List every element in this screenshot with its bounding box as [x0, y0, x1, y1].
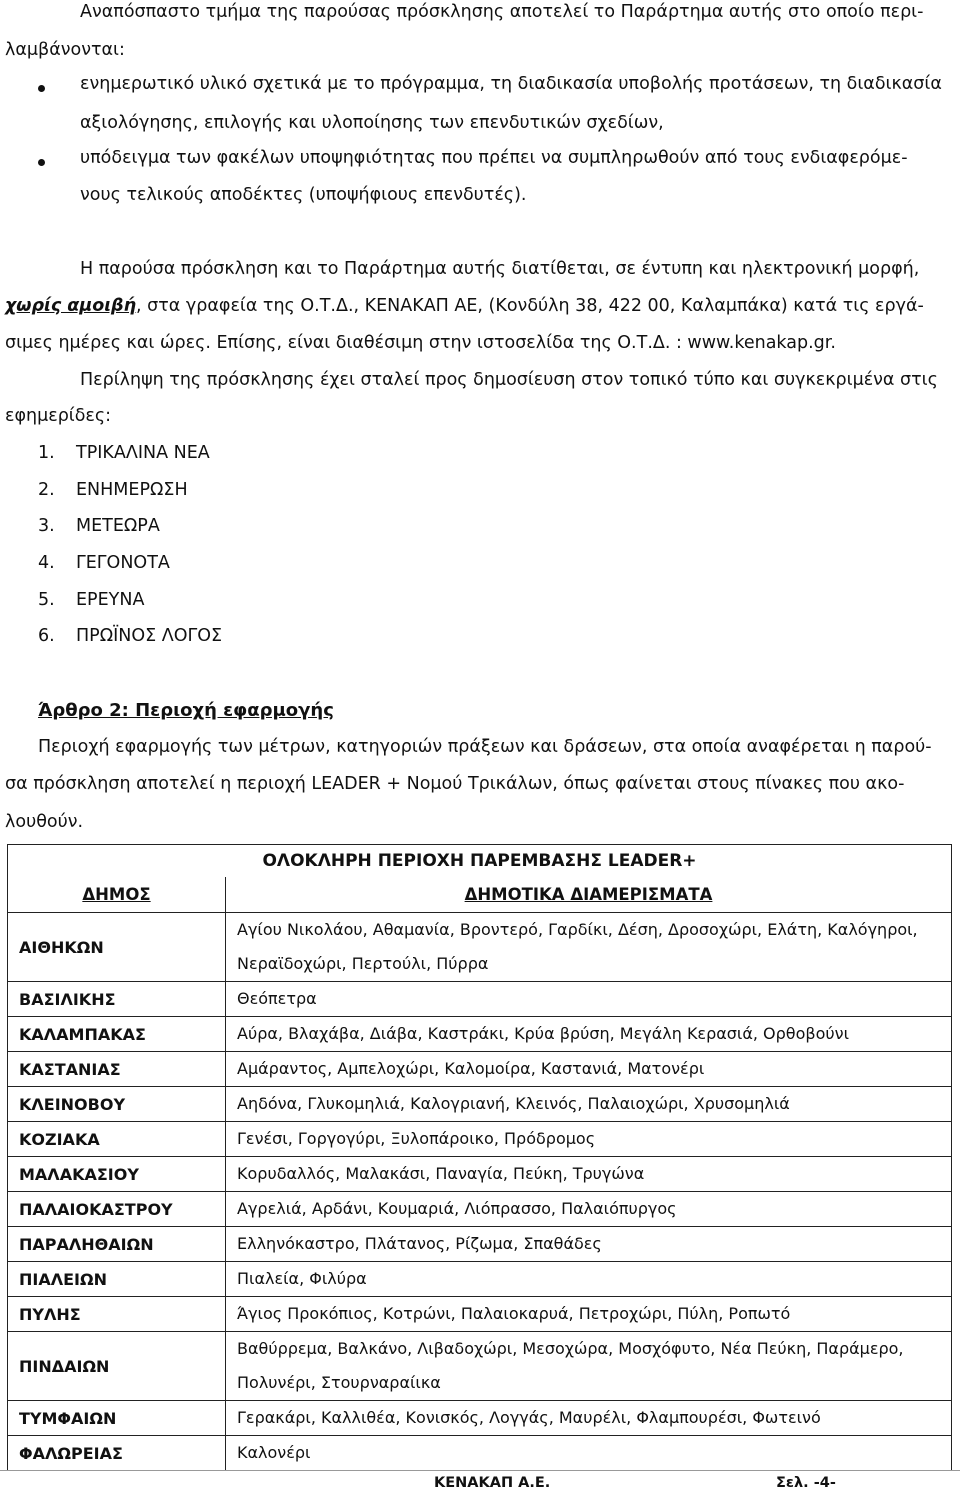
municipality-cell: ΚΟΖΙΑΚΑ: [8, 1122, 226, 1157]
districts-cell: Καλονέρι: [226, 1436, 952, 1471]
municipality-cell: ΚΑΣΤΑΝΙΑΣ: [8, 1052, 226, 1087]
districts-cell: Γερακάρι, Καλλιθέα, Κονισκός, Λογγάς, Μαυρέλι, Φλαμπουρέσι, Φωτεινό: [226, 1401, 952, 1436]
no-fee-emphasis: χωρίς αμοιβή: [5, 296, 137, 316]
table-row: [8, 1227, 952, 1262]
municipality-cell: ΠΑΡΑΛΗΘΑΙΩΝ: [8, 1227, 226, 1262]
table-row: [8, 1157, 952, 1192]
availability-line-3: σιμες ημέρες και ώρες. Επίσης, είναι διαθέσιμη στην ιστοσελίδα της Ο.Τ.Δ. : www.kenakap.gr.: [5, 333, 836, 353]
table-row: [8, 1122, 952, 1157]
districts-cell: Γενέσι, Γοργογύρι, Ξυλοπάροικο, Πρόδρομος: [226, 1122, 952, 1157]
table-row: [8, 982, 952, 1017]
newspaper-item: 1. ΤΡΙΚΑΛΙΝΑ ΝΕΑ: [38, 443, 210, 463]
newspaper-item: 4. ΓΕΓΟΝΟΤΑ: [38, 553, 170, 573]
table-row: [8, 1052, 952, 1087]
intro-line-1: Αναπόσπαστο τμήμα της παρούσας πρόσκλησης αποτελεί το Παράρτημα αυτής στο οποίο περι-: [80, 2, 924, 22]
table-row: [8, 1332, 952, 1401]
table-row: [8, 1436, 952, 1471]
column-header-districts: ΔΗΜΟΤΙΚΑ ΔΙΑΜΕΡΙΣΜΑΤΑ: [226, 877, 952, 913]
municipality-cell: ΠΥΛΗΣ: [8, 1297, 226, 1332]
municipality-cell: ΠΙΑΛΕΙΩΝ: [8, 1262, 226, 1297]
article-heading: Άρθρο 2: Περιοχή εφαρμογής: [38, 700, 334, 721]
footer-company: ΚΕΝΑΚΑΠ Α.Ε.: [434, 1475, 551, 1491]
table-row: [8, 1262, 952, 1297]
availability-line-1: Η παρούσα πρόσκληση και το Παράρτημα αυτής διατίθεται, σε έντυπη και ηλεκτρονική μορφή,: [80, 259, 920, 279]
municipality-cell: ΒΑΣΙΛΙΚΗΣ: [8, 982, 226, 1017]
table-row: [8, 1017, 952, 1052]
municipality-cell: ΜΑΛΑΚΑΣΙΟΥ: [8, 1157, 226, 1192]
intro-line-2: λαμβάνονται:: [5, 40, 125, 60]
municipality-cell: ΑΙΘΗΚΩΝ: [8, 913, 226, 982]
table-row: [8, 913, 952, 982]
table-row: [8, 1087, 952, 1122]
bullet-1-line-1: ενημερωτικό υλικό σχετικά με το πρόγραμμα, τη διαδικασία υποβολής προτάσεων, τη διαδικασία: [80, 74, 942, 94]
newspaper-item: 2. ΕΝΗΜΕΡΩΣΗ: [38, 480, 188, 500]
footer-divider: [0, 1470, 960, 1471]
districts-cell: Αγίου Νικολάου, Αθαμανία, Βροντερό, Γαρδίκι, Δέση, Δροσοχώρι, Ελάτη, Καλόγηροι, Νεραϊδοχώρι, Περτούλι, Πύρρα: [226, 913, 952, 982]
bullet-2-line-1: υπόδειγμα των φακέλων υποψηφιότητας που πρέπει να συμπληρωθούν από τους ενδιαφερόμε-: [80, 148, 908, 168]
bullet-dot: [38, 85, 45, 92]
table-row: [8, 1401, 952, 1436]
districts-cell: Άγιος Προκόπιος, Κοτρώνι, Παλαιοκαρυά, Πετροχώρι, Πύλη, Ροπωτό: [226, 1297, 952, 1332]
municipality-cell: ΠΙΝΔΑΙΩΝ: [8, 1332, 226, 1401]
newspaper-item: 6. ΠΡΩΪΝΟΣ ΛΟΓΟΣ: [38, 626, 223, 646]
intervention-area-table: [7, 844, 952, 1471]
municipality-cell: ΦΑΛΩΡΕΙΑΣ: [8, 1436, 226, 1471]
districts-cell: Αμάραντος, Αμπελοχώρι, Καλομοίρα, Καστανιά, Ματονέρι: [226, 1052, 952, 1087]
article-line-1: Περιοχή εφαρμογής των μέτρων, κατηγοριών πράξεων και δράσεων, στα οποία αναφέρεται η παρού-: [38, 737, 932, 757]
municipality-cell: ΚΑΛΑΜΠΑΚΑΣ: [8, 1017, 226, 1052]
availability-line-2-rest: , στα γραφεία της Ο.Τ.Δ., ΚΕΝΑΚΑΠ ΑΕ, (Κονδύλη 38, 422 00, Καλαμπάκα) κατά τις εργά-: [136, 296, 924, 316]
summary-line-2: εφημερίδες:: [5, 406, 112, 426]
newspaper-item: 5. ΕΡΕΥΝΑ: [38, 590, 145, 610]
districts-cell: Αύρα, Βλαχάβα, Διάβα, Καστράκι, Κρύα βρύση, Μεγάλη Κερασιά, Ορθοβούνι: [226, 1017, 952, 1052]
table-row: [8, 1192, 952, 1227]
article-line-2: σα πρόσκληση αποτελεί η περιοχή LEADER + Νομού Τρικάλων, όπως φαίνεται στους πίνακες που ακο-: [5, 774, 905, 794]
bullet-2-line-2: νους τελικούς αποδέκτες (υποψήφιους επενδυτές).: [80, 185, 527, 205]
summary-line-1: Περίληψη της πρόσκλησης έχει σταλεί προς δημοσίευση στον τοπικό τύπο και συγκεκριμένα στις: [80, 370, 938, 390]
districts-cell: Θεόπετρα: [226, 982, 952, 1017]
bullet-dot: [38, 159, 45, 166]
districts-cell: Κορυδαλλός, Μαλακάσι, Παναγία, Πεύκη, Τρυγώνα: [226, 1157, 952, 1192]
municipality-cell: ΤΥΜΦΑΙΩΝ: [8, 1401, 226, 1436]
districts-cell: Ελληνόκαστρο, Πλάτανος, Ρίζωμα, Σπαθάδες: [226, 1227, 952, 1262]
footer-page-number: Σελ. -4-: [776, 1475, 836, 1491]
districts-cell: Πιαλεία, Φιλύρα: [226, 1262, 952, 1297]
municipality-cell: ΚΛΕΙΝΟΒΟΥ: [8, 1087, 226, 1122]
column-header-municipality: ΔΗΜΟΣ: [8, 877, 226, 913]
municipality-cell: ΠΑΛΑΙΟΚΑΣΤΡΟΥ: [8, 1192, 226, 1227]
table-row: [8, 1297, 952, 1332]
article-line-3: λουθούν.: [5, 812, 84, 832]
table-title: ΟΛΟΚΛΗΡΗ ΠΕΡΙΟΧΗ ΠΑΡΕΜΒΑΣΗΣ LEADER+: [8, 845, 952, 878]
districts-cell: Αηδόνα, Γλυκομηλιά, Καλογριανή, Κλεινός, Παλαιοχώρι, Χρυσομηλιά: [226, 1087, 952, 1122]
bullet-1-line-2: αξιολόγησης, επιλογής και υλοποίησης των επενδυτικών σχεδίων,: [80, 113, 664, 133]
districts-cell: Βαθύρρεμα, Βαλκάνο, Λιβαδοχώρι, Μεσοχώρα, Μοσχόφυτο, Νέα Πεύκη, Παράμερο, Πολυνέρι, Στουρναραίικα: [226, 1332, 952, 1401]
newspaper-item: 3. ΜΕΤΕΩΡΑ: [38, 516, 160, 536]
availability-line-2: [5, 296, 924, 316]
districts-cell: Αγρελιά, Αρδάνι, Κουμαριά, Λιόπρασσο, Παλαιόπυργος: [226, 1192, 952, 1227]
